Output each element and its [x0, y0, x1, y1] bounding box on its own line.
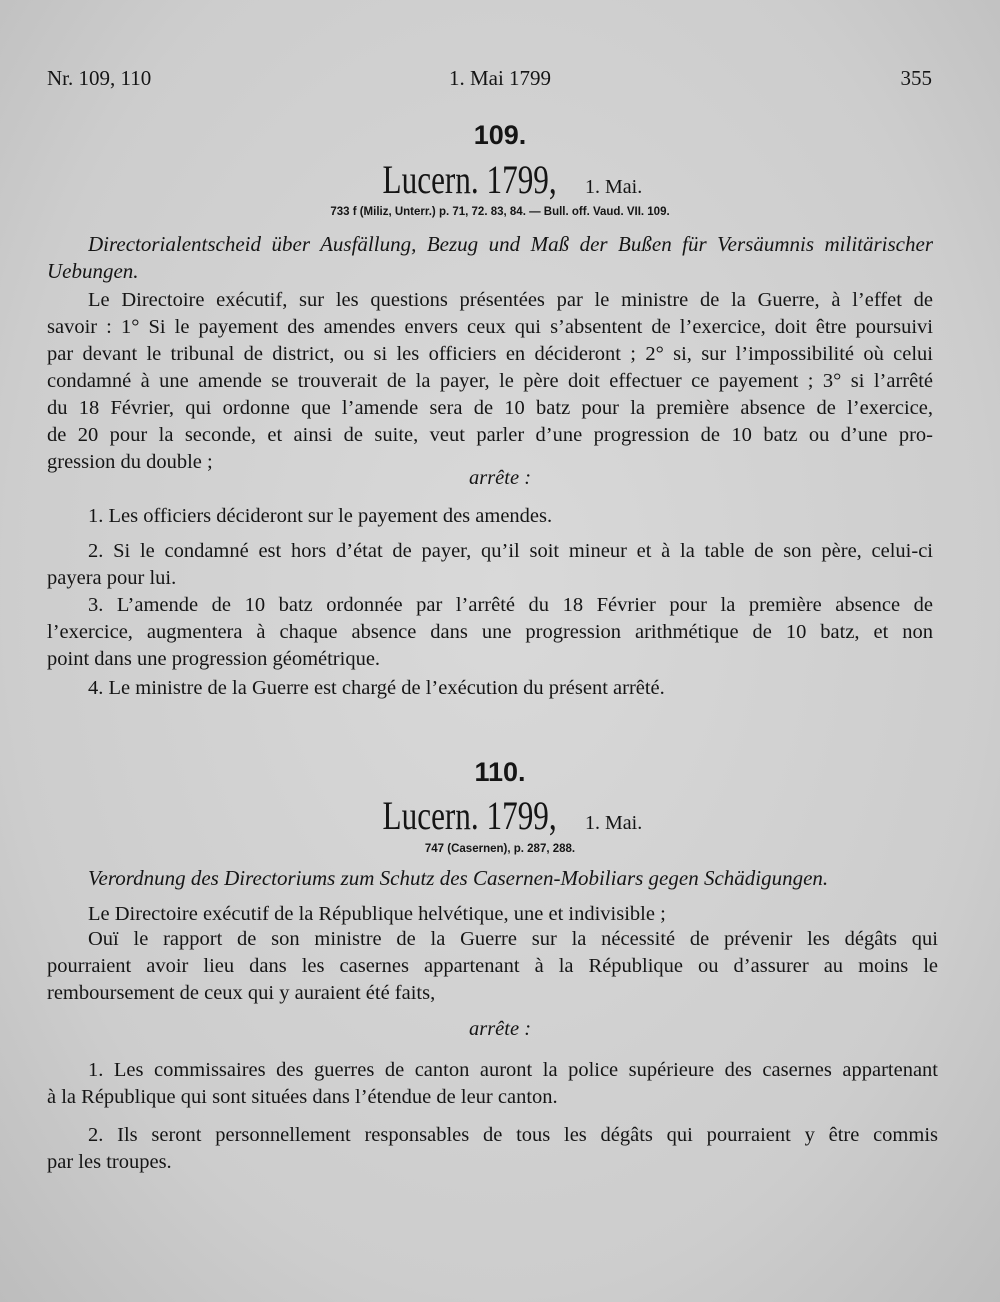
doc-110-place-year: Lucern. 1799,	[382, 793, 557, 838]
doc-110-article-2-line: par les troupes.	[47, 1151, 172, 1173]
doc-109-article-1: 1. Les officiers décideront sur le payement des amendes.	[88, 505, 553, 527]
doc-109-preamble-line: gression du double ;	[47, 451, 213, 473]
doc-109-title	[0, 156, 1000, 203]
doc-110-date: 1. Mai.	[585, 812, 643, 834]
doc-109-article-4: 4. Le ministre de la Guerre est chargé de l’exécution du présent arrêté.	[88, 677, 665, 699]
doc-109-preamble-line: du 18 Février, qui ordonne que l’amende sera de 10 batz pour la première absence de l’exercice,	[47, 397, 933, 419]
header-doc-numbers: Nr. 109, 110	[47, 66, 152, 90]
doc-109-place-year: Lucern. 1799,	[382, 157, 557, 202]
doc-110-number: 110.	[474, 757, 526, 787]
doc-109-article-2-line: 2. Si le condamné est hors d’état de payer, qu’il soit mineur et à la table de son père, celui-ci	[88, 540, 933, 562]
doc-109-preamble-line: de 20 pour la seconde, et ainsi de suite, veut parler d’une progression de 10 batz ou d’une pro-	[47, 424, 933, 446]
doc-109-article-3-line: l’exercice, augmentera à chaque absence dans une progression arithmétique de 10 batz, et non	[47, 621, 933, 643]
doc-110-heading: Verordnung des Directoriums zum Schutz des Casernen-Mobiliars gegen Schädigungen.	[88, 866, 829, 890]
doc-110-arrete: arrête :	[468, 1018, 532, 1040]
doc-110-article-1-line: à la République qui sont situées dans l’étendue de leur canton.	[47, 1086, 558, 1108]
doc-109-date: 1. Mai.	[585, 176, 643, 198]
doc-109-arrete: arrête :	[468, 467, 532, 489]
doc-109-heading-line-2: Uebungen.	[47, 259, 139, 283]
doc-110-preamble-line: remboursement de ceux qui y auraient été faits,	[47, 982, 436, 1004]
doc-109-preamble-line: Le Directoire exécutif, sur les questions présentées par le ministre de la Guerre, à l’effet de	[88, 289, 933, 311]
doc-109-preamble-line: savoir : 1° Si le payement des amendes envers ceux qui s’absentent de l’exercice, doit être poursuivi	[47, 316, 933, 338]
doc-109-article-3-line: 3. L’amende de 10 batz ordonnée par l’arrêté du 18 Février pour la première absence de	[88, 594, 933, 616]
header-date: 1. Mai 1799	[448, 66, 552, 90]
doc-109-preamble-line: par devant le tribunal de district, ou si les officiers en décideront ; 2° si, sur l’impossibilité où celui	[47, 343, 933, 365]
doc-110-preamble-line: pourraient avoir lieu dans les casernes appartenant à la République ou d’assurer au moins le	[47, 955, 938, 977]
doc-110-article-1-line: 1. Les commissaires des guerres de canton auront la police supérieure des casernes appartenant	[88, 1059, 938, 1081]
doc-109-preamble-line: condamné à une amende se trouverait de la payer, le père doit effectuer ce payement ; 3° si l’arrêté	[47, 370, 933, 392]
doc-109-reference: 733 f (Miliz, Unterr.) p. 71, 72. 83, 84. — Bull. off. Vaud. VII. 109.	[330, 206, 670, 218]
doc-110-title	[0, 792, 1000, 839]
doc-109-article-2-line: payera pour lui.	[47, 567, 177, 589]
doc-109-heading-line-1: Directorialentscheid über Ausfällung, Bezug und Maß der Bußen für Versäumnis militärischer	[88, 232, 933, 256]
doc-110-preamble-line: Ouï le rapport de son ministre de la Guerre sur la nécessité de prévenir les dégâts qui	[88, 928, 938, 950]
doc-110-reference: 747 (Casernen), p. 287, 288.	[424, 843, 576, 855]
page-number: 355	[900, 66, 932, 90]
doc-109-number: 109.	[473, 120, 527, 150]
doc-110-intro: Le Directoire exécutif de la République helvétique, une et indivisible ;	[88, 903, 666, 925]
doc-109-article-3-line: point dans une progression géométrique.	[47, 648, 381, 670]
doc-110-article-2-line: 2. Ils seront personnellement responsables de tous les dégâts qui pourraient y être commis	[88, 1124, 938, 1146]
